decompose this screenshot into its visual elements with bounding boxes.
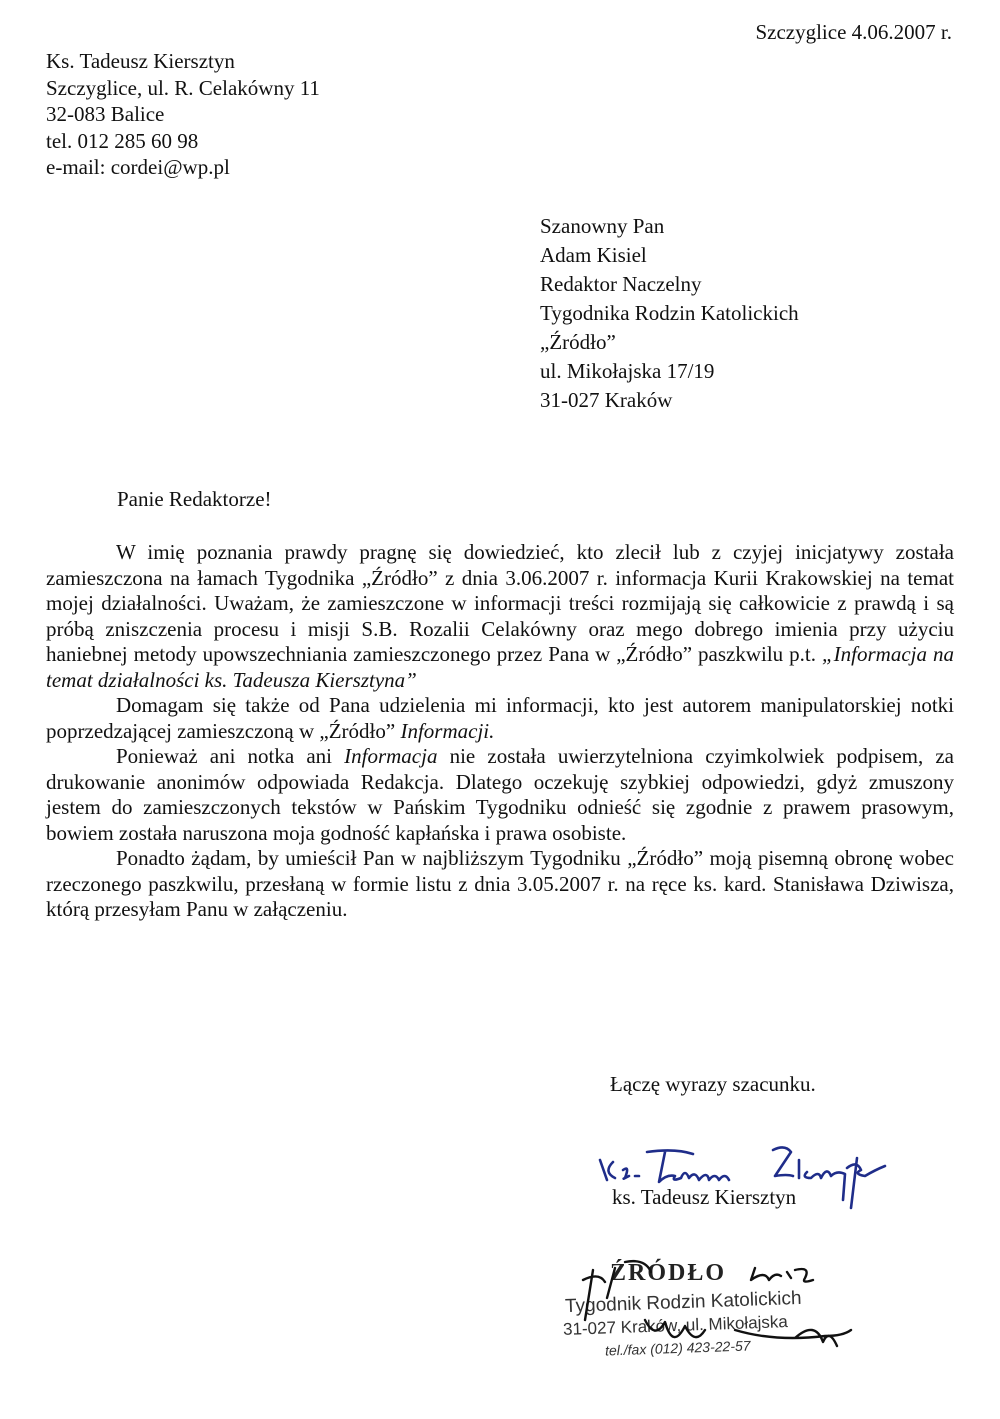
recipient-greeting: Szanowny Pan <box>540 214 665 238</box>
recipient-publication-name: „Źródło” <box>540 330 616 354</box>
body-paragraph-1 <box>46 540 954 693</box>
article-title: „Informacja na temat działalności ks. Tadeusza Kiersztyna” <box>46 642 954 692</box>
sender-street: Szczyglice, ul. R. Celakówny 11 <box>46 75 320 100</box>
letter-body <box>46 540 954 923</box>
sender-address-block <box>46 48 320 181</box>
stamp-line-publication: Tygodnik Rodzin Katolickich <box>564 1287 802 1318</box>
recipient-publication: Tygodnika Rodzin Katolickich <box>540 301 799 325</box>
sender-phone: tel. 012 285 60 98 <box>46 128 199 153</box>
article-reference: Informacja <box>344 744 438 768</box>
paragraph-text: Domagam się także od Pana udzielenia mi informacji, kto jest autorem manipulatorskiej notki poprzedzającej zamieszczoną w „Źródło” <box>46 693 954 743</box>
stamp-line-address: 31-027 Kraków, ul. Mikołajska <box>562 1312 789 1339</box>
salutation: Panie Redaktorze! <box>117 487 272 511</box>
recipient-name: Adam Kisiel <box>540 243 647 267</box>
recipient-city: 31-027 Kraków <box>540 388 673 412</box>
sender-name: Ks. Tadeusz Kiersztyn <box>46 49 235 73</box>
printed-signatory-name: ks. Tadeusz Kiersztyn <box>612 1185 797 1209</box>
body-paragraph-2 <box>46 693 954 744</box>
sender-city: 32-083 Balice <box>46 102 165 126</box>
body-paragraph-3 <box>46 744 954 846</box>
paragraph-text: Ponieważ ani notka ani <box>116 744 345 768</box>
closing-regards: Łączę wyrazy szacunku. <box>610 1072 816 1096</box>
recipient-street: ul. Mikołajska 17/19 <box>540 359 715 383</box>
stamp-title: ŹRÓDŁO <box>610 1260 727 1286</box>
paragraph-text: Ponadto żądam, by umieścił Pan w najbliższym Tygodniku „Źródło” moją pisemną obronę wobec rzeczonego paszkwilu, przesłaną w formie listu z dnia 3.05.2007 r. na ręce ks. kard. Stanisława Dziwisza, którą przesyłam Panu w załączeniu. <box>46 846 954 921</box>
paragraph-text: W imię poznania prawdy pragnę się dowiedzieć, kto zlecił lub z czyjej inicjatywy została zamieszczona na łamach Tygodnika „Źródło” z dnia 3.06.2007 r. informacja Kurii Krakowskiej na temat mojej działalności. Uważam, że zamieszczone w informacji treści rozmijają się całkowicie z prawdą i są próbą zniszczenia procesu i misji S.B. Rozalii Celakówny oraz mego dobrego imienia przy użyciu haniebnej metody upowszechniania zamieszczonego przez Pana w „Źródło” paszkwilu p.t. <box>46 540 954 666</box>
stamp-line-phone: tel./fax (012) 423-22-57 <box>604 1337 751 1359</box>
recipient-title: Redaktor Naczelny <box>540 272 702 296</box>
sender-email: e-mail: cordei@wp.pl <box>46 155 230 179</box>
paragraph-text: nie została uwierzytelniona czyimkolwiek podpisem, za drukowanie anonimów odpowiada Redakcja. Dlatego oczekuję szybkiej odpowiedzi, gdyż zmuszony jestem do zamieszczonych tekstów w Pańskim Tygodniku odnieść się zgodnie z prawem prasowym, bowiem została naruszona moja godność kapłańska i prawa osobiste. <box>46 744 955 845</box>
letter-date: Szczyglice 4.06.2007 r. <box>755 20 952 44</box>
receipt-stamp <box>555 1250 855 1395</box>
body-paragraph-4 <box>46 846 954 923</box>
article-reference: Informacji. <box>400 718 495 743</box>
recipient-address-block <box>540 212 799 415</box>
stamp-handwritten-marks <box>555 1250 855 1395</box>
